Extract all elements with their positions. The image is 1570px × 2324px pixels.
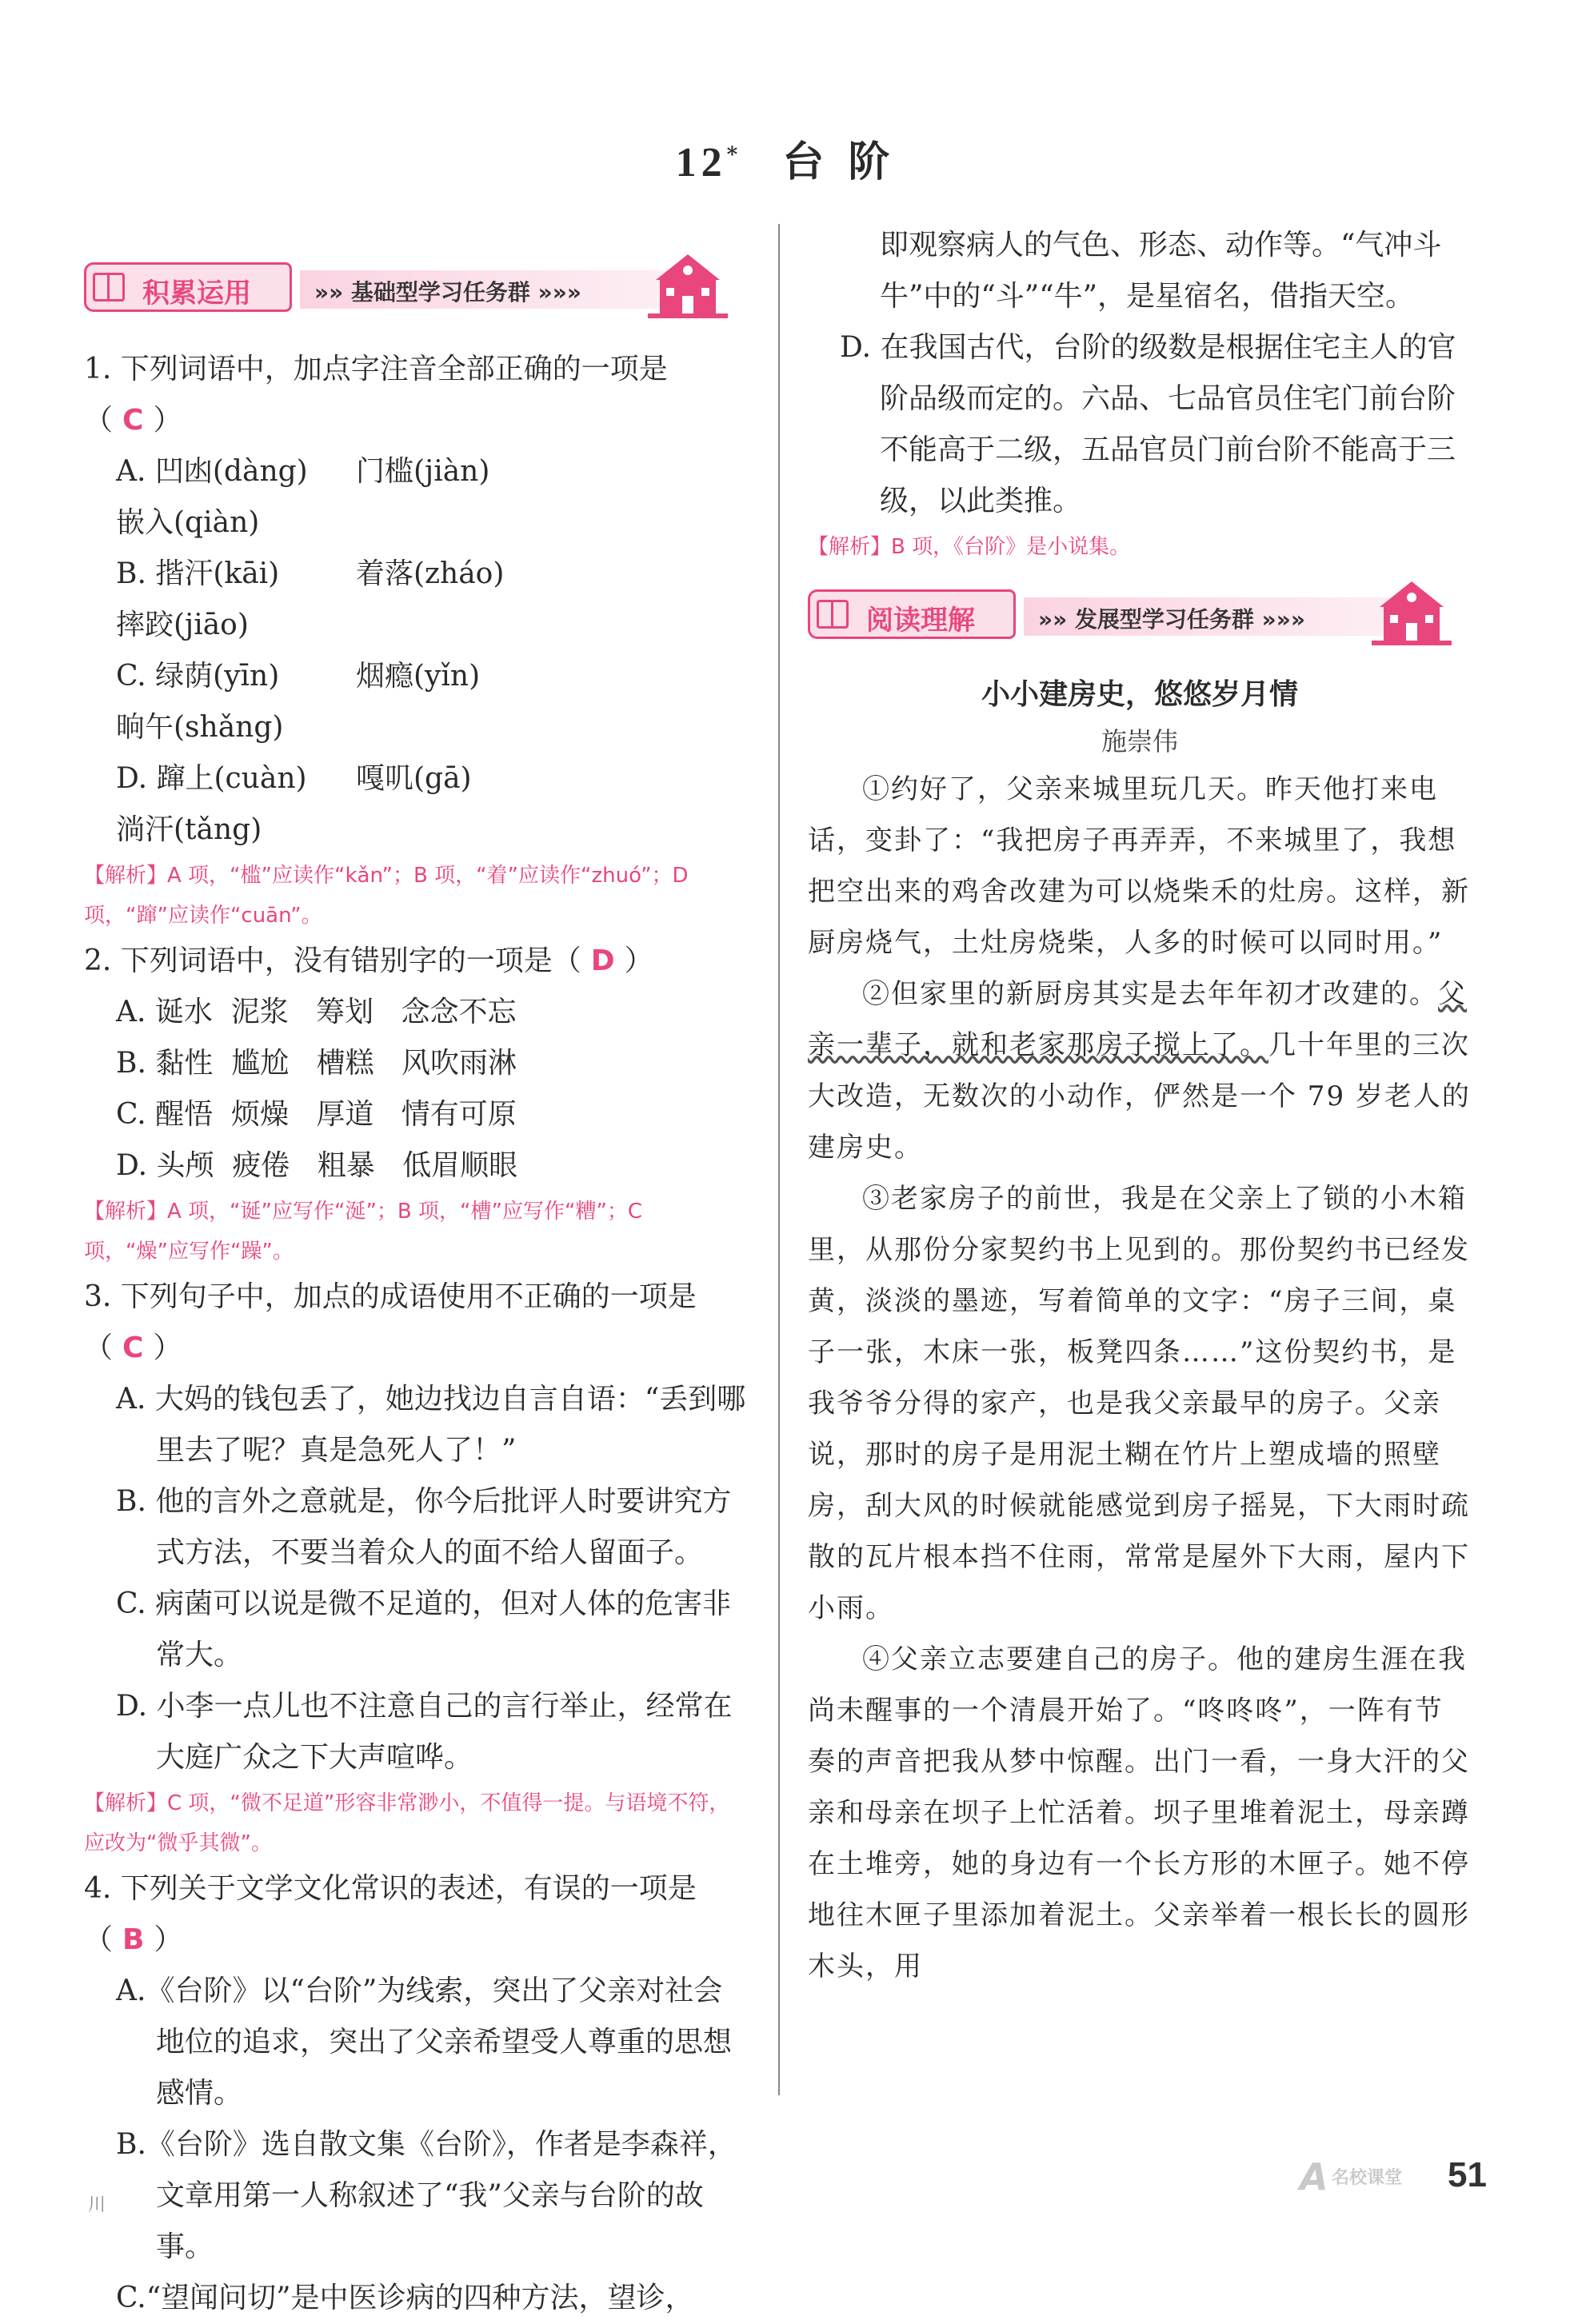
q4-stem: 4. 下列关于文学文化常识的表述，有误的一项是（ B ） <box>84 1872 697 1956</box>
q1-answer-line: （ C ） <box>84 404 182 437</box>
lesson-number: 12 <box>675 140 727 186</box>
question-4 <box>84 1863 748 2324</box>
question-2 <box>84 936 748 1272</box>
banner-yuedu <box>808 575 1472 655</box>
q3-answer: C <box>122 1332 144 1364</box>
q2-explanation: 【解析】A 项，“诞”应写作“涎”；B 项，“槽”应写作“糟”；C 项，“燥”应写作“躁”。 <box>84 1200 643 1264</box>
school-icon <box>644 248 732 320</box>
q1-option-b: B. 揩汗(kāi) 着落(zháo)摔跤(jiāo) <box>116 557 505 641</box>
banner-label: 积累运用 <box>142 278 251 309</box>
q1-explanation: 【解析】A 项，“槛”应读作“kǎn”；B 项，“着”应读作“zhuó”；D 项，“蹿”应读作“cuān”。 <box>84 864 689 928</box>
article-paragraph-1: ①约好了，父亲来城里玩几天。昨天他打来电话，变卦了：“我把房子再弄弄，不来城里了，我想把空出来的鸡舍改建为可以烧柴禾的灶房。这样，新厨房烧气，土灶房烧柴，人多的时候可以同时用。” <box>808 773 1470 959</box>
article-title: 小小建房史，悠悠岁月情 <box>981 678 1298 711</box>
q4-option-c-continued: 即观察病人的气色、形态、动作等。“气冲斗牛”中的“斗”“牛”，是星宿名，借指天空。 <box>880 229 1442 313</box>
q4-answer: B <box>122 1923 145 1956</box>
q4-option-b: B.《台阶》选自散文集《台阶》，作者是李森祥，文章用第一人称叙述了“我”父亲与台阶的故事。 <box>116 2128 737 2263</box>
banner-tag <box>84 262 292 312</box>
article-author: 施崇伟 <box>1101 726 1178 757</box>
q3-stem: 3. 下列句子中，加点的成语使用不正确的一项是（ C ） <box>84 1280 697 1364</box>
article-paragraph-2: ②但家里的新厨房其实是去年年初才改建的。父亲一辈子，就和老家那房子搅上了。几十年里的三次大改造，无数次的小动作，俨然是一个 79 岁老人的建房史。 <box>808 978 1471 1164</box>
q4-option-c: C.“望闻问切”是中医诊病的四种方法，望诊， <box>116 2282 694 2314</box>
banner-strip <box>300 270 668 309</box>
q2-option-d: D. 头颅 疲倦 粗暴 低眉顺眼 <box>116 1149 518 1182</box>
q2-option-b: B. 黏性 尴尬 槽糕 风吹雨淋 <box>116 1047 517 1080</box>
q1-answer: C <box>122 404 144 437</box>
q3-option-a: A. 大妈的钱包丢了，她边找边自言自语：“丢到哪里去了呢？真是急死人了！” <box>116 1383 746 1467</box>
q2-option-a: A. 诞水 泥浆 筹划 念念不忘 <box>116 996 517 1028</box>
book-icon <box>93 273 125 301</box>
question-3 <box>84 1272 748 1863</box>
q1-option-a: A. 凹凼(dàng) 门槛(jiàn)嵌入(qiàn) <box>116 455 490 539</box>
q2-answer: D <box>590 944 615 977</box>
q1-option-c: C. 绿荫(yīn) 烟瘾(yǐn)晌午(shǎng) <box>116 660 481 744</box>
banner-strip-text: »» 发展型学习任务群 »»» <box>1038 606 1305 633</box>
page-number: 51 <box>1448 2155 1487 2194</box>
article-paragraph-4: ④父亲立志要建自己的房子。他的建房生涯在我尚未醒事的一个清晨开始了。“咚咚咚”，一阵有节奏的声音把我从梦中惊醒。出门一看，一身大汗的父亲和母亲在坝子上忙活着。坝子里堆着泥土，母亲蹲在土堆旁，她的身边有一个长方形的木匣子。她不停地往木匣子里添加着泥土。父亲举着一根长长的圆形木头，用 <box>808 1643 1470 1983</box>
q1-option-d: D. 蹿上(cuàn) 嘎叽(gā)淌汗(tǎng) <box>116 762 472 846</box>
banner-label: 阅读理解 <box>866 605 975 637</box>
banner-tag <box>808 589 1016 639</box>
publisher-logo <box>1296 2151 1440 2207</box>
footer-region-mark: 川 <box>88 2195 106 2215</box>
svg-text:A: A <box>1300 2155 1328 2198</box>
q3-option-d: D. 小李一点儿也不注意自己的言行举止，经常在大庭广众之下大声喧哗。 <box>116 1690 733 1774</box>
question-1 <box>84 344 748 936</box>
svg-text:名校课堂: 名校课堂 <box>1332 2168 1403 2188</box>
book-icon <box>817 600 849 629</box>
q4-option-a: A.《台阶》以“台阶”为线索，突出了父亲对社会地位的追求，突出了父亲希望受人尊重的思想感情。 <box>116 1975 733 2110</box>
banner-strip <box>1024 597 1392 636</box>
left-column <box>84 240 748 2324</box>
article-paragraph-3: ③老家房子的前世，我是在父亲上了锁的小木箱里，从那份分家契约书上见到的。那份契约书已经发黄，淡淡的墨迹，写着简单的文字：“房子三间，桌子一张，木床一张，板凳四条……”这份契约书，是我爷爷分得的家产，也是我父亲最早的房子。父亲说，那时的房子是用泥土糊在竹片上塑成墙的照壁房，刮大风的时候就能感觉到房子摇晃，下大雨时疏散的瓦片根本挡不住雨，常常是屋外下大雨，屋内下小雨。 <box>808 1183 1470 1624</box>
lesson-title: 台 阶 <box>782 138 895 186</box>
right-column <box>808 220 1472 1992</box>
page-title <box>0 128 1570 188</box>
school-icon <box>1368 575 1456 647</box>
q4-explanation: 【解析】B 项，《台阶》是小说集。 <box>808 535 1131 559</box>
q3-option-b: B. 他的言外之意就是，你今后批评人时要讲究方式方法，不要当着众人的面不给人留面子。 <box>116 1485 732 1569</box>
question-4-continued <box>808 220 1472 567</box>
q2-option-c: C. 醒悟 烦燥 厚道 情有可原 <box>116 1098 517 1131</box>
q3-option-c: C. 病菌可以说是微不足道的，但对人体的危害非常大。 <box>116 1587 732 1671</box>
banner-strip-text: »» 基础型学习任务群 »»» <box>314 279 581 305</box>
q2-stem: 2. 下列词语中，没有错别字的一项是（ D ） <box>84 944 653 977</box>
banner-jilei <box>84 248 748 328</box>
q3-explanation: 【解析】C 项，“微不足道”形容非常渺小，不值得一提。与语境不符，应改为“微乎其微”。 <box>84 1791 730 1855</box>
column-divider <box>778 224 780 2095</box>
lesson-star: * <box>726 142 743 167</box>
wavy-underlined-sentence: 父亲一辈子，就和老家那房子搅上了。 <box>808 978 1467 1061</box>
q4-option-d: D. 在我国古代，台阶的级数是根据住宅主人的官阶品级而定的。六品、七品官员住宅门前台阶不能高于二级，五品官员门前台阶不能高于三级，以此类推。 <box>840 331 1456 517</box>
q1-stem: 1. 下列词语中，加点字注音全部正确的一项是 <box>84 353 668 385</box>
